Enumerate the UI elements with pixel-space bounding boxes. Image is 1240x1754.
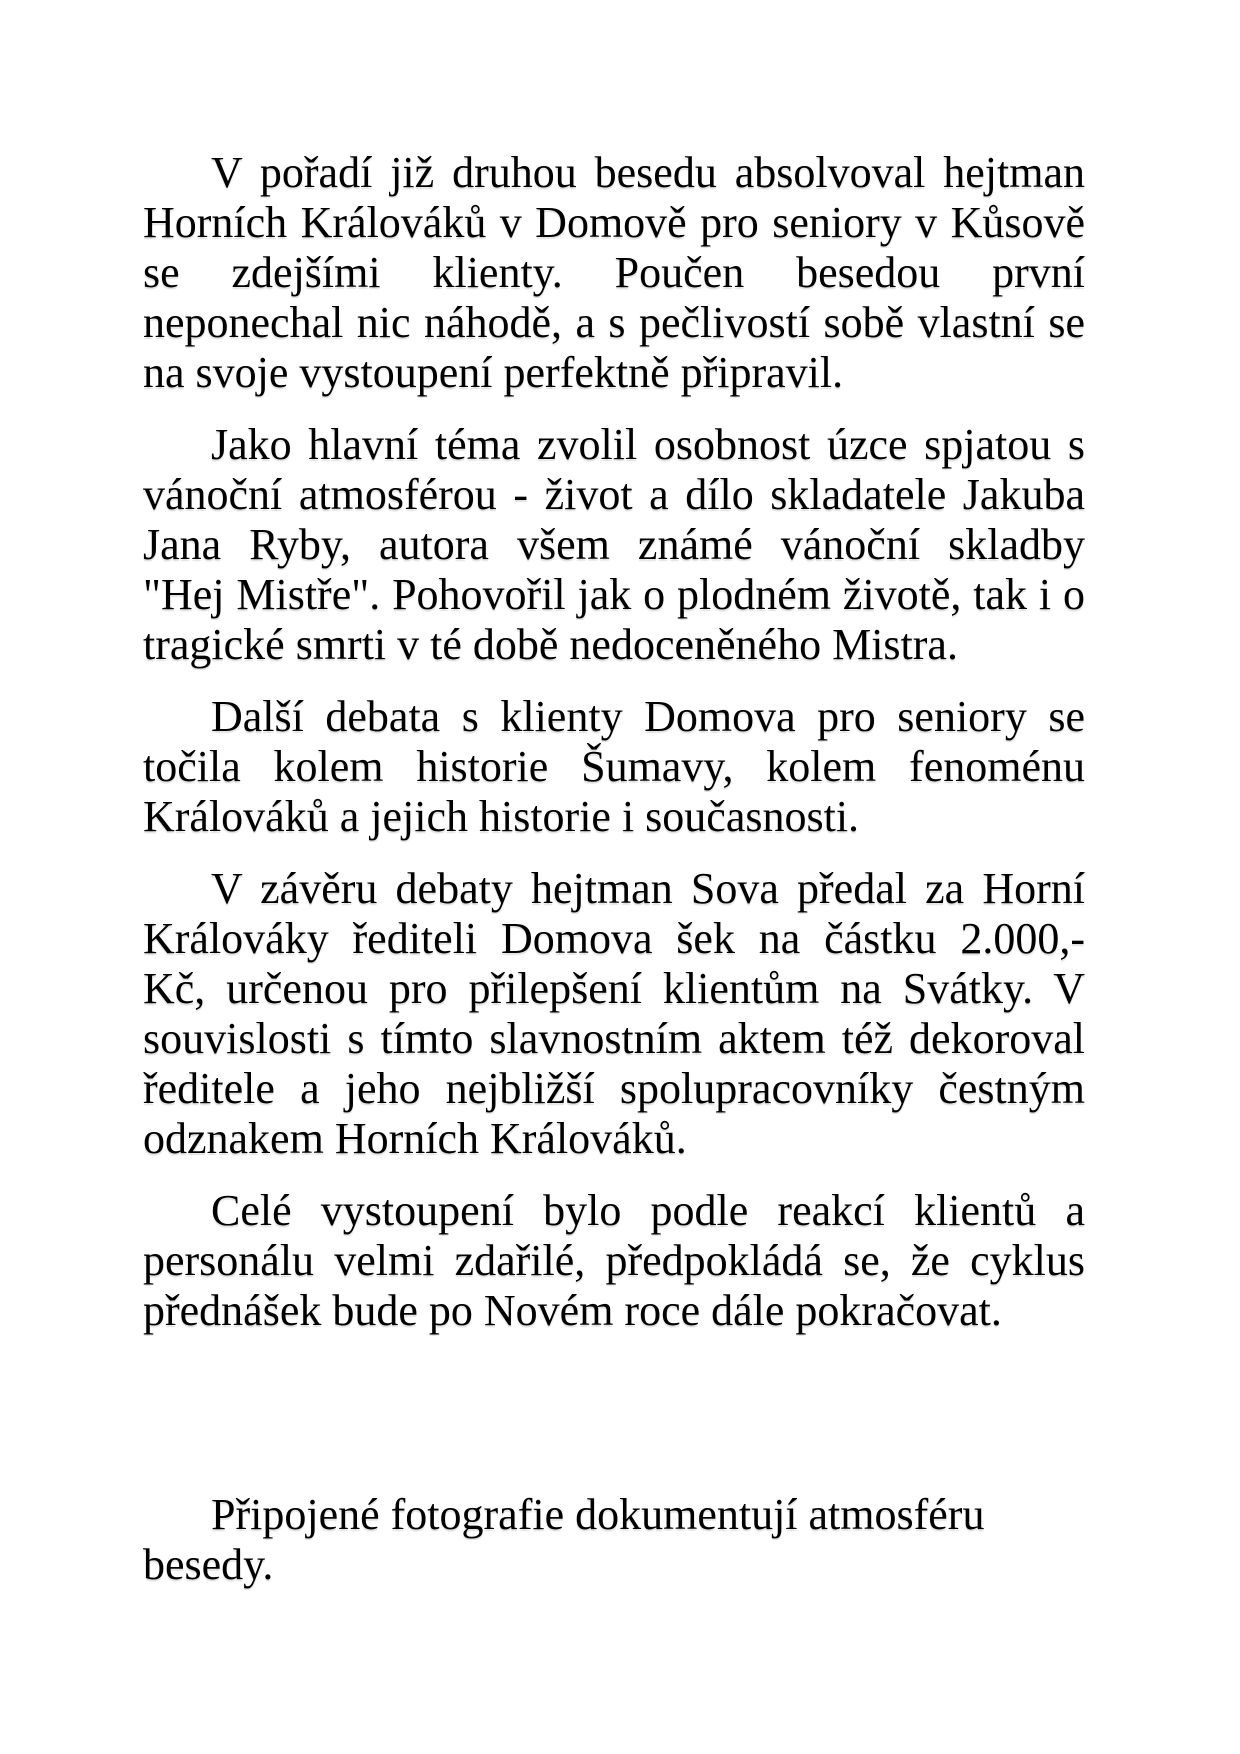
text-line: neponechal nic náhodě, a s pečlivostí sobě vlastní se xyxy=(143,298,1085,347)
paragraph xyxy=(143,864,1085,1164)
text-line: na svoje vystoupení perfektně připravil. xyxy=(143,348,844,397)
document-content xyxy=(143,148,1085,1612)
text-line: Další debata s klienty Domova pro seniory se xyxy=(211,692,1085,741)
text-line: Králováky řediteli Domova šek na částku 2.000,- xyxy=(143,914,1085,963)
text-line: ředitele a jeho nejbližší spolupracovníky čestným xyxy=(143,1064,1085,1113)
text-line: točila kolem historie Šumavy, kolem fenoménu xyxy=(143,742,1085,791)
text-line: besedy. xyxy=(143,1540,274,1589)
paragraph xyxy=(143,148,1085,398)
paragraph xyxy=(143,1186,1085,1336)
text-line: Celé vystoupení bylo podle reakcí klientů a xyxy=(211,1186,1085,1235)
text-line: V pořadí již druhou besedu absolvoval hejtman xyxy=(211,148,1085,197)
text-line: odznakem Horních Králováků. xyxy=(143,1114,687,1163)
text-line: personálu velmi zdařilé, předpokládá se, že cyklus xyxy=(143,1236,1085,1285)
text-line: Horních Králováků v Domově pro seniory v Kůsově xyxy=(143,198,1085,247)
text-line: Jana Ryby, autora všem známé vánoční skladby xyxy=(143,520,1085,569)
text-line: přednášek bude po Novém roce dále pokračovat. xyxy=(143,1286,1002,1335)
text-line: se zdejšími klienty. Poučen besedou první xyxy=(143,248,1085,297)
text-line: "Hej Mistře". Pohovořil jak o plodném životě, tak i o xyxy=(143,570,1085,619)
text-line: tragické smrti v té době nedoceněného Mistra. xyxy=(143,620,958,669)
text-line: Kč, určenou pro přilepšení klientům na Svátky. V xyxy=(143,964,1085,1013)
paragraph xyxy=(143,1490,1085,1590)
paragraph xyxy=(143,692,1085,842)
text-line: Králováků a jejich historie i současnosti. xyxy=(143,792,860,841)
text-line: Jako hlavní téma zvolil osobnost úzce spjatou s xyxy=(211,420,1085,469)
text-line: Připojené fotografie dokumentují atmosféru xyxy=(211,1490,985,1539)
text-line: V závěru debaty hejtman Sova předal za Horní xyxy=(211,864,1085,913)
text-line: vánoční atmosférou - život a dílo skladatele Jakuba xyxy=(143,470,1085,519)
text-line: souvislosti s tímto slavnostním aktem též dekoroval xyxy=(143,1014,1085,1063)
paragraph xyxy=(143,420,1085,670)
